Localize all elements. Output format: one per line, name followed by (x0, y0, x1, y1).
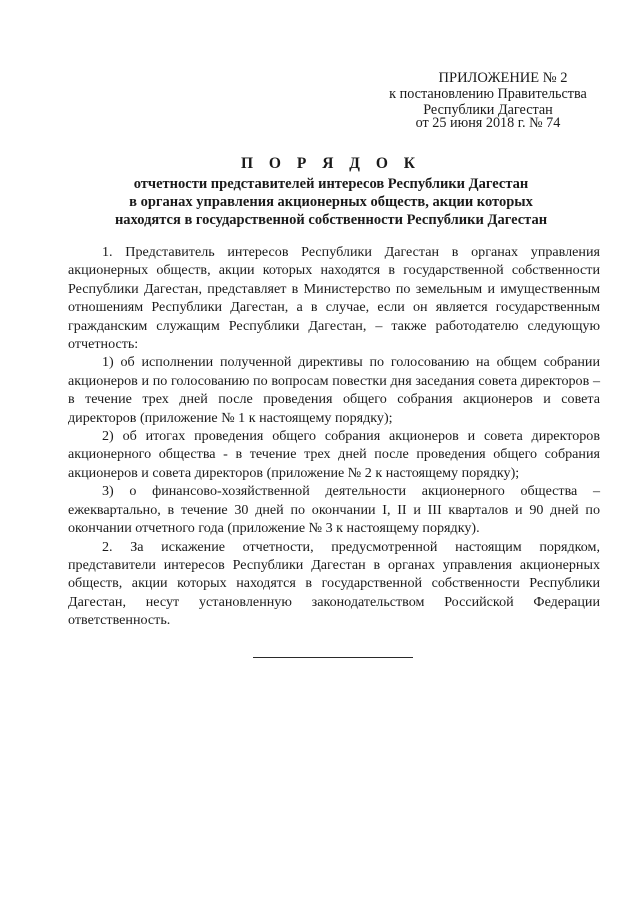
appendix-title: ПРИЛОЖЕНИЕ № 2 (438, 70, 568, 86)
document-subtitle-line-1: отчетности представителей интересов Республики Дагестан (133, 176, 529, 192)
appendix-header (372, 70, 604, 131)
document-heading: П О Р Я Д О К (241, 155, 421, 172)
document-body (68, 243, 600, 630)
paragraph-1-item-3: 3) о финансово-хозяйственной деятельности акционерного общества – ежеквартально, в течение 30 дней по окончании I, II и III кварталов и 90 дней по окончании отчетного года (приложение № 3 к настоящему порядку). (68, 483, 600, 537)
document-title (60, 155, 602, 229)
appendix-date-line: от 25 июня 2018 г. № 74 (415, 115, 561, 131)
document-subtitle-line-2: в органах управления акционерных обществ, акции которых (129, 194, 533, 210)
appendix-republic-line: Республики Дагестан (423, 102, 553, 118)
paragraph-1-item-1: 1) об исполнении полученной директивы по голосованию на общем собрании акционеров и по голосованию по вопросам повестки дня заседания совета директоров – в течение трех дней после проведения общего собрания акционеров и совета директоров (приложение № 1 к настоящему порядку); (68, 354, 600, 426)
paragraph-1-item-2: 2) об итогах проведения общего собрания акционеров и совета директоров акционерного общества - в течение трех дней после проведения общего собрания акционеров и совета директоров (приложение № 2 к настоящему порядку); (68, 428, 600, 481)
appendix-decree-line: к постановлению Правительства (389, 86, 587, 102)
closing-separator-line (253, 657, 413, 658)
paragraph-1: 1. Представитель интересов Республики Дагестан в органах управления акционерных обществ, акции которых находятся в государственной собственности Республики Дагестан, представляет в Министерство по земельным и имущественным отношениям Республики Дагестан, а в случае, если он является государственным гражданским служащим Республики Дагестан, – также работодателю следующую отчетность: (68, 244, 600, 353)
document-subtitle-line-3: находятся в государственной собственности Республики Дагестан (114, 212, 548, 228)
paragraph-2: 2. За искажение отчетности, предусмотренной настоящим порядком, представители интересов Республики Дагестан в органах управления акционерных обществ, акции которых находятся в государственной собственности Республики Дагестан, несут установленную законодательством Российской Федерации ответственность. (68, 538, 600, 629)
